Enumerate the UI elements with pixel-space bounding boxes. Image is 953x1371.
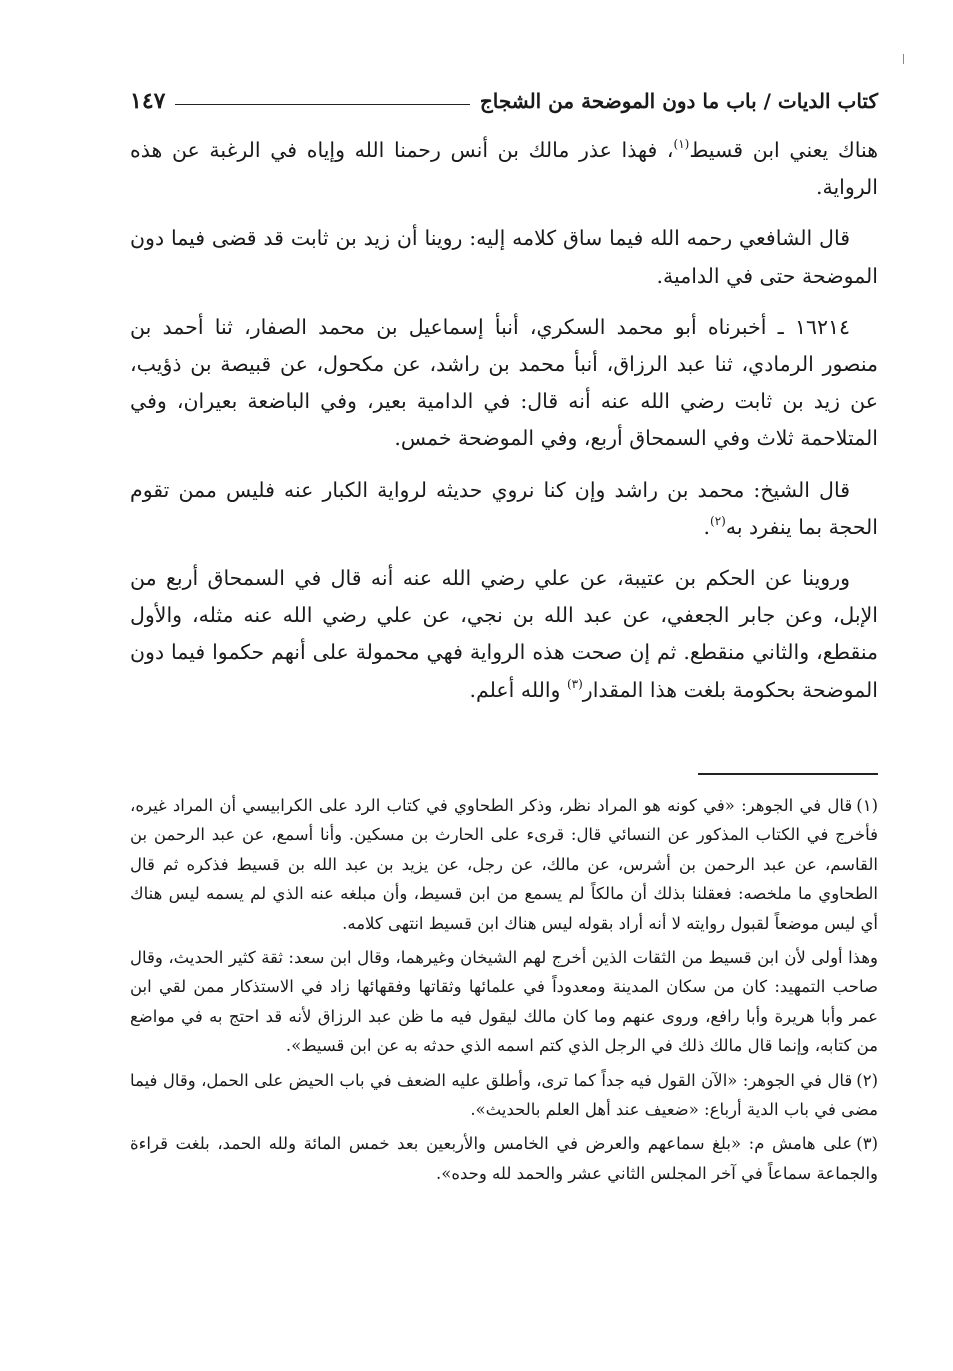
footnotes <box>130 791 878 1193</box>
footnote-2 <box>130 1066 878 1125</box>
margin-tick-mark <box>903 54 904 64</box>
paragraph-4 <box>130 472 878 546</box>
paragraph-1 <box>130 132 878 206</box>
paragraph-3-hadith: ١٦٢١٤ ـ أخبرناه أبو محمد السكري، أنبأ إسماعيل بن محمد الصفار، ثنا أحمد بن منصور الرمادي، ثنا عبد الرزاق، أنبأ محمد بن راشد، عن مكحول، عن قبيصة بن ذؤيب، عن زيد بن ثابت رضي الله عنه أنه قال: في الدامية بعير، وفي الباضعة بعيران، وفي المتلاحمة ثلاث وفي السمحاق أربع، وفي الموضحة خمس. <box>130 314 878 451</box>
footnote-1 <box>130 791 878 938</box>
footnote-2-text: قال في الجوهر: «الآن القول فيه جداً كما ترى، وأطلق عليه الضعف في باب الحيض على الحمل، وقال فيما مضى في باب الدية أرباع: «ضعيف عند أهل العلم بالحديث». <box>130 1070 878 1120</box>
footnote-3-text: على هامش م: «بلغ سماعهم والعرض في الخامس والأربعين بعد خمس المائة ولله الحمد، بلغت قراءة والجماعة سماعاً في آخر المجلس الثاني عشر والحمد لله وحده». <box>130 1134 878 1183</box>
chapter-title: كتاب الديات / باب ما دون الموضحة من الشجاج <box>479 89 878 113</box>
paragraph-5-text-a: وروينا عن الحكم بن عتيبة، عن علي رضي الله عنه أنه قال في السمحاق أربع من الإبل، وعن جابر الجعفي، عن عبد الله بن نجي، عن علي رضي الله عنه مثله، والأول منقطع، والثاني منقطع. ثم إن صحت هذه الرواية فهي محمولة على أنهم حكموا فيما دون الموضحة بحكومة بلغت هذا المقدار <box>130 566 878 702</box>
footnote-ref-1: (١) <box>673 137 690 151</box>
footnote-3 <box>130 1129 878 1188</box>
paragraph-5-text-b: والله أعلم. <box>469 677 567 702</box>
paragraph-1-text-a: هناك يعني ابن قسيط <box>689 138 879 162</box>
paragraph-1-text-b: ، فهذا عذر مالك بن أنس رحمنا الله وإياه في الرغبة عن هذه الرواية. <box>130 138 878 200</box>
paragraph-2: قال الشافعي رحمه الله فيما ساق كلامه إليه: روينا أن زيد بن ثابت قد قضى فيما دون الموضحة حتى في الدامية. <box>130 226 878 288</box>
page-number: ١٤٧ <box>130 88 166 114</box>
header-rule <box>175 104 469 105</box>
footnote-separator <box>698 773 878 775</box>
paragraph-4-text-b: . <box>703 514 711 539</box>
main-text <box>130 132 878 723</box>
footnote-ref-3: (٣) <box>566 676 583 691</box>
footnote-ref-2: (٢) <box>710 513 726 528</box>
paragraph-5 <box>130 560 878 709</box>
footnote-1-number: (١) <box>856 796 878 815</box>
footnote-3-number: (٣) <box>856 1134 878 1154</box>
footnote-1-text: قال في الجوهر: «في كونه هو المراد نظر، وذكر الطحاوي في كتاب الرد على الكرابيسي أن المراد غيره، فأخرج في الكتاب المذكور عن النسائي قال: قرىء على الحارث بن مسكين. وأنا أسمع، عن عبد الرحمن بن القاسم، عن عبد الرحمن بن أشرس، عن مالك، عن رجل، عن يزيد بن عبد الله بن قسيط فذكره ثم قال الطحاوي ما ملخصه: فعقلنا بذلك أن مالكاً لم يسمع من ابن قسيط، وأن مبلغه عنه الذي لم يسمه ليس هناك أي ليس موضعاً لقبول روايته لا أنه أراد بقوله ليس هناك ابن قسيط انتهى كلامه. <box>130 796 878 933</box>
running-header <box>130 84 878 118</box>
footnote-2-number: (٢) <box>856 1070 878 1090</box>
footnote-1-continued: وهذا أولى لأن ابن قسيط من الثقات الذين أخرج لهم الشيخان وغيرهما، وقال ابن سعد: ثقة كثير الحديث، وقال صاحب التمهيد: كان من سكان المدينة ومعدوداً في علمائها وثقاتها وفقهائها زاد في الاستذكار ممن لقي ابن عمر وأبا هريرة وأبا رافع، وروى عنهم وما كان مالك ليقول فيه ما ظن عبد الرزاق لأنه قد احتج به في مواضع من كتابه، وإنما قال مالك ذلك في الرجل الذي كتم اسمه الذي حدثه به عن ابن قسيط». <box>130 948 878 1056</box>
paragraph-4-text-a: قال الشيخ: محمد بن راشد وإن كنا نروي حديثه لرواية الكبار عنه فليس ممن تقوم الحجة بما ينفرد به <box>130 477 878 539</box>
